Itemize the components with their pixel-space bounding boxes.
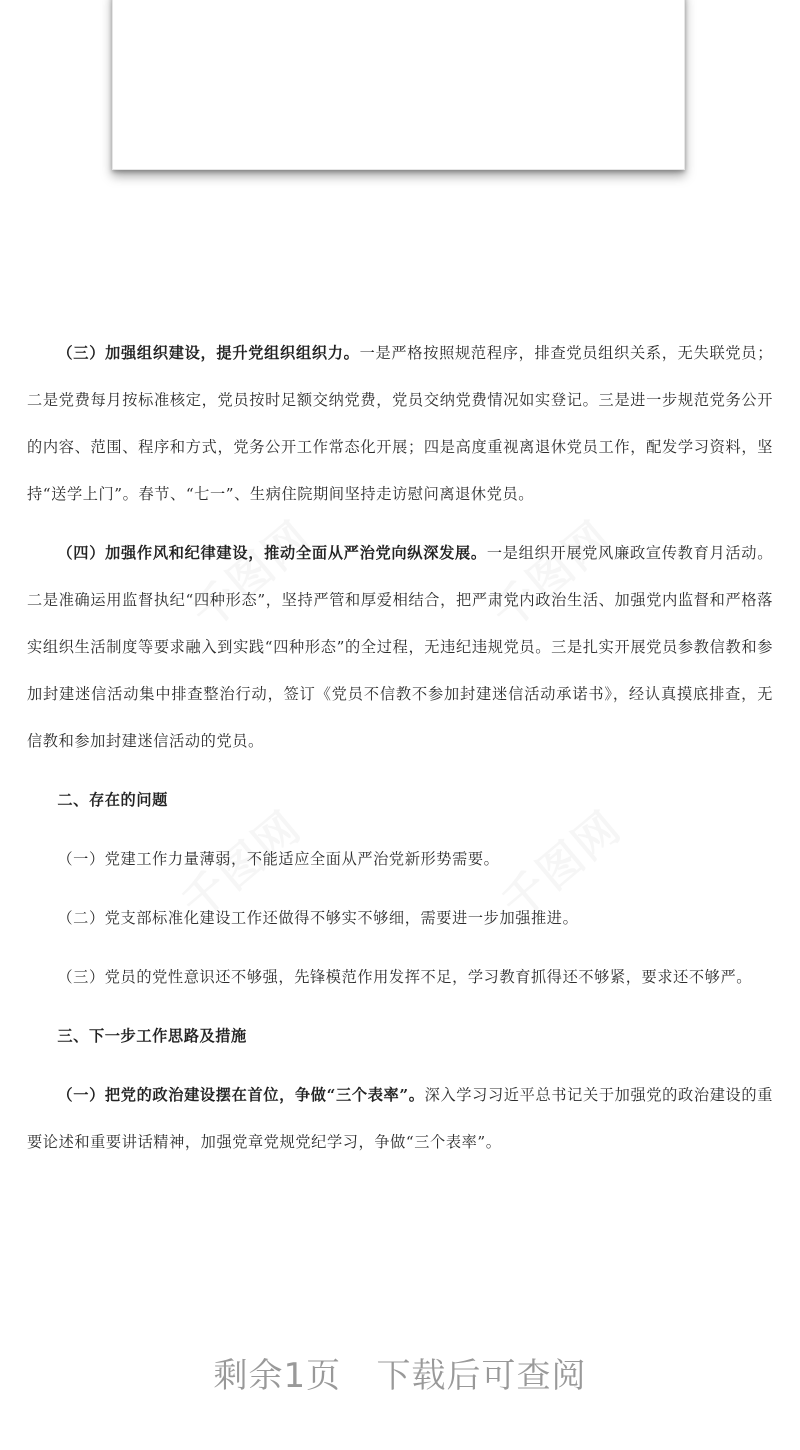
paragraph-lead: （四）加强作风和纪律建设，推动全面从严治党向纵深发展。 bbox=[57, 544, 487, 562]
download-hint-label: 下载后可查阅 bbox=[376, 1356, 587, 1396]
paragraph-lead: （三）加强组织建设，提升党组织组织力。 bbox=[57, 344, 360, 362]
section-heading-next-steps bbox=[27, 1013, 773, 1060]
remaining-pages-label: 剩余1页 bbox=[213, 1356, 342, 1396]
paragraph-political-building bbox=[27, 1072, 773, 1166]
previous-page-preview bbox=[112, 0, 685, 170]
section-heading: 三、下一步工作思路及措施 bbox=[57, 1027, 247, 1045]
paragraph-lead: （一）把党的政治建设摆在首位，争做“三个表率”。 bbox=[57, 1086, 425, 1104]
paragraph-text: （一）党建工作力量薄弱，不能适应全面从严治党新形势需要。 bbox=[57, 850, 500, 868]
problem-item-1 bbox=[27, 836, 773, 883]
paragraph-text: （二）党支部标准化建设工作还做得不够实不够细，需要进一步加强推进。 bbox=[57, 909, 579, 927]
paragraph-text: 一是严格按照规范程序，排查党员组织关系，无失联党员；二是党费每月按标准核定，党员按时足额交纳党费，党员交纳党费情况如实登记。三是进一步规范党务公开的内容、范围、程序和方式，党务公开工作常态化开展；四是高度重视离退休党员工作，配发学习资料，坚持“送学上门”。春节、“七一”、生病住院期间坚持走访慰问离退休党员。 bbox=[27, 344, 773, 503]
problem-item-3 bbox=[27, 954, 773, 1001]
download-prompt[interactable] bbox=[0, 1348, 800, 1397]
paragraph-text: 深入学习习近平总书记关于加强党的政治建设的重要论述和重要讲话精神，加强党章党规党纪学习，争做“三个表率”。 bbox=[27, 1086, 773, 1151]
paragraph-text: （三）党员的党性意识还不够强，先锋模范作用发挥不足，学习教育抓得还不够紧，要求还不够严。 bbox=[57, 968, 753, 986]
document-body bbox=[27, 330, 773, 1166]
paragraph-organization bbox=[27, 330, 773, 518]
section-heading: 二、存在的问题 bbox=[57, 791, 168, 809]
paragraph-discipline bbox=[27, 530, 773, 765]
problem-item-2 bbox=[27, 895, 773, 942]
paragraph-text: 一是组织开展党风廉政宣传教育月活动。二是准确运用监督执纪“四种形态”，坚持严管和厚爱相结合，把严肃党内政治生活、加强党内监督和严格落实组织生活制度等要求融入到实践“四种形态”的全过程，无违纪违规党员。三是扎实开展党员参教信教和参加封建迷信活动集中排查整治行动，签订《党员不信教不参加封建迷信活动承诺书》，经认真摸底排查，无信教和参加封建迷信活动的党员。 bbox=[27, 544, 773, 750]
section-heading-problems bbox=[27, 777, 773, 824]
